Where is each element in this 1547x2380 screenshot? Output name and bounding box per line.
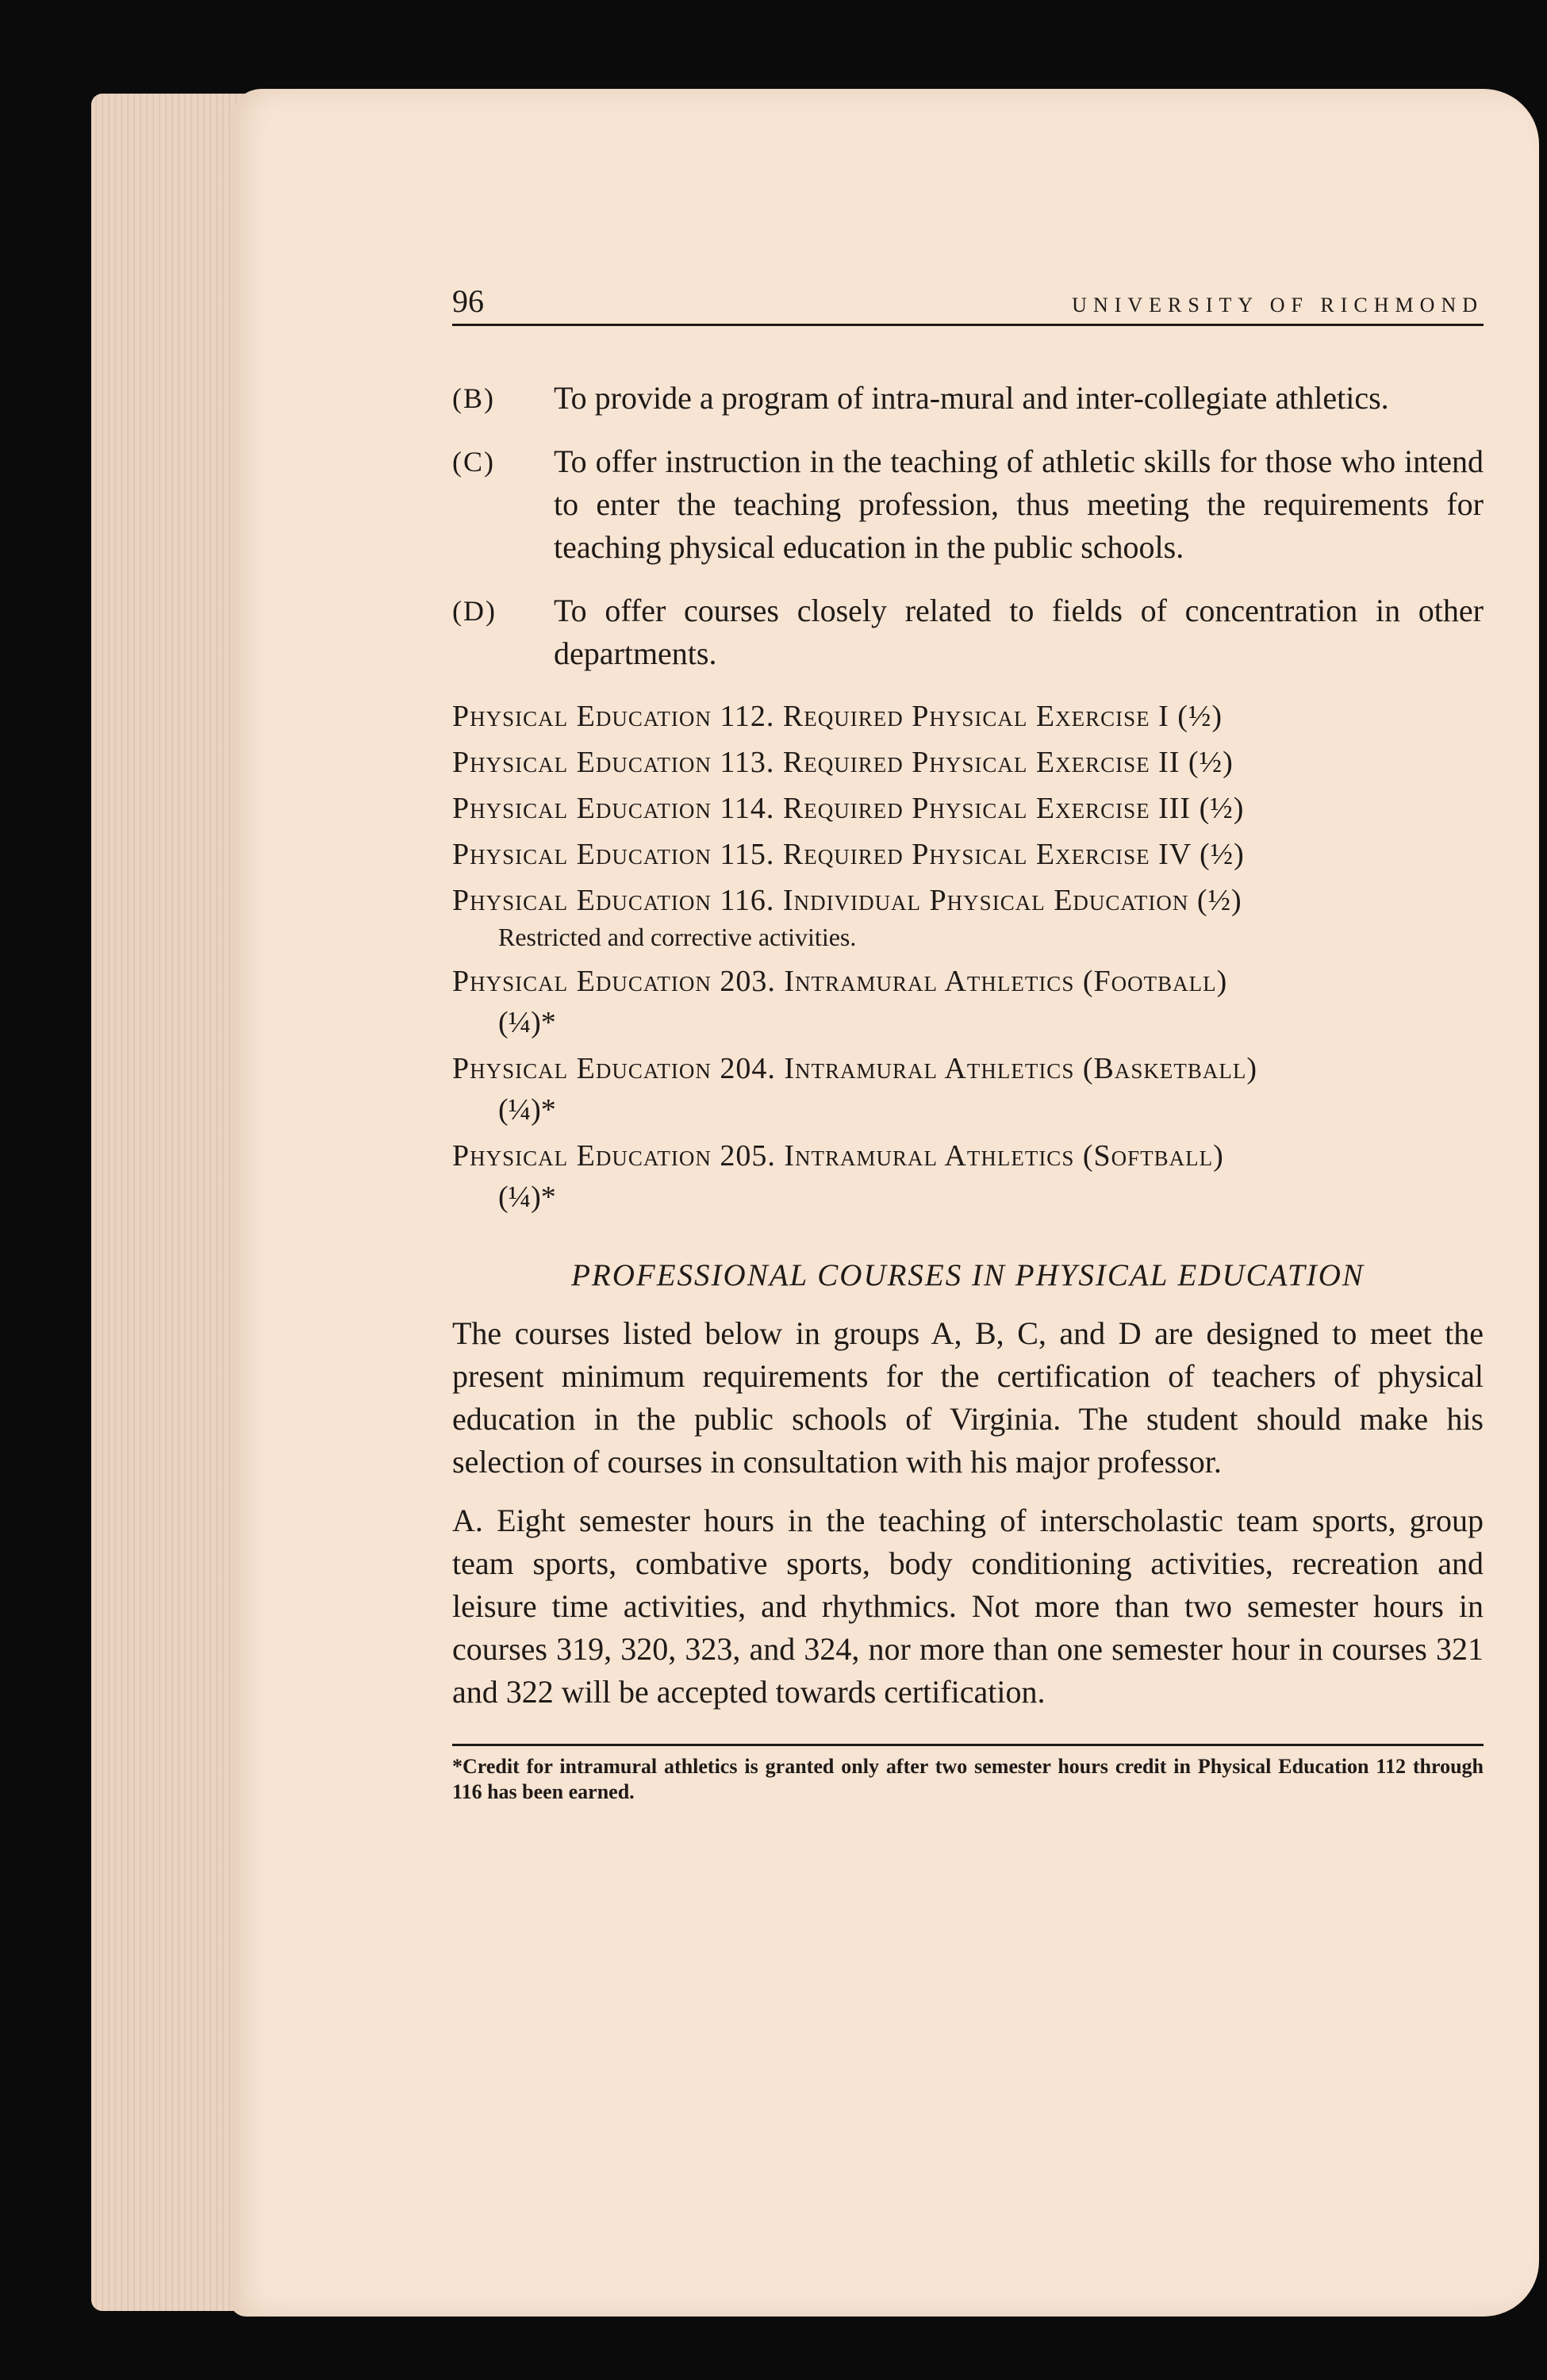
course-title: Physical Education 203. Intramural Athletics (Football) xyxy=(452,965,1228,998)
objectives-list xyxy=(452,377,1484,675)
running-head xyxy=(452,283,1484,326)
objective-text: To offer instruction in the teaching of athletic skills for those who intend to enter the teaching profession, thus meeting the requirements for teaching physical education in the public schools. xyxy=(554,443,1484,565)
course-title: Physical Education 205. Intramural Athletics (Softball) xyxy=(452,1139,1224,1173)
course-title: Physical Education 204. Intramural Athletics (Basketball) xyxy=(452,1052,1257,1085)
page-number: 96 xyxy=(452,283,484,319)
course-title: Physical Education 114. Required Physical Exercise III (½) xyxy=(452,792,1245,825)
course-title: Physical Education 113. Required Physical Exercise II (½) xyxy=(452,746,1234,779)
objective-item xyxy=(452,440,1484,569)
footnote: *Credit for intramural athletics is granted only after two semester hours credit in Physical Education 112 through 116 has been earned. xyxy=(452,1755,1484,1803)
objective-label: (B) xyxy=(452,382,495,414)
section-heading: PROFESSIONAL COURSES IN PHYSICAL EDUCATION xyxy=(571,1258,1365,1292)
objective-item xyxy=(452,377,1484,420)
objective-text: To offer courses closely related to fields of concentration in other departments. xyxy=(554,593,1484,671)
course-title: Physical Education 116. Individual Physical Education (½) xyxy=(452,884,1242,917)
course-list xyxy=(452,696,1484,1218)
objective-text: To provide a program of intra-mural and inter-collegiate athletics. xyxy=(554,380,1389,416)
course-title: Physical Education 112. Required Physical Exercise I (½) xyxy=(452,700,1223,733)
objective-label: (D) xyxy=(452,595,497,627)
running-title: UNIVERSITY OF RICHMOND xyxy=(1072,294,1484,317)
course-credit: (¼)* xyxy=(498,1006,556,1039)
body-paragraph: A. Eight semester hours in the teaching of interscholastic team sports, group team sports, combative sports, body conditioning activities, recreation and leisure time activities, and rhythmics. Not more than two semester hours in courses 319, 320, 323, and 324, nor more than one semester hour in courses 321 and 322 will be accepted towards certification. xyxy=(452,1503,1484,1710)
course-title: Physical Education 115. Required Physical Exercise IV (½) xyxy=(452,838,1245,871)
footnote-rule xyxy=(452,1744,1484,1746)
objective-item xyxy=(452,589,1484,675)
page-content xyxy=(452,283,1484,1805)
course-note: Restricted and corrective activities. xyxy=(498,923,857,951)
body-paragraph: The courses listed below in groups A, B, C, and D are designed to meet the present minimum requirements for the certification of teachers of physical education in the public schools of Virginia. The student should make his selection of courses in consultation with his major professor. xyxy=(452,1315,1484,1480)
course-credit: (¼)* xyxy=(498,1180,556,1214)
course-credit: (¼)* xyxy=(498,1093,556,1127)
objective-label: (C) xyxy=(452,446,495,478)
